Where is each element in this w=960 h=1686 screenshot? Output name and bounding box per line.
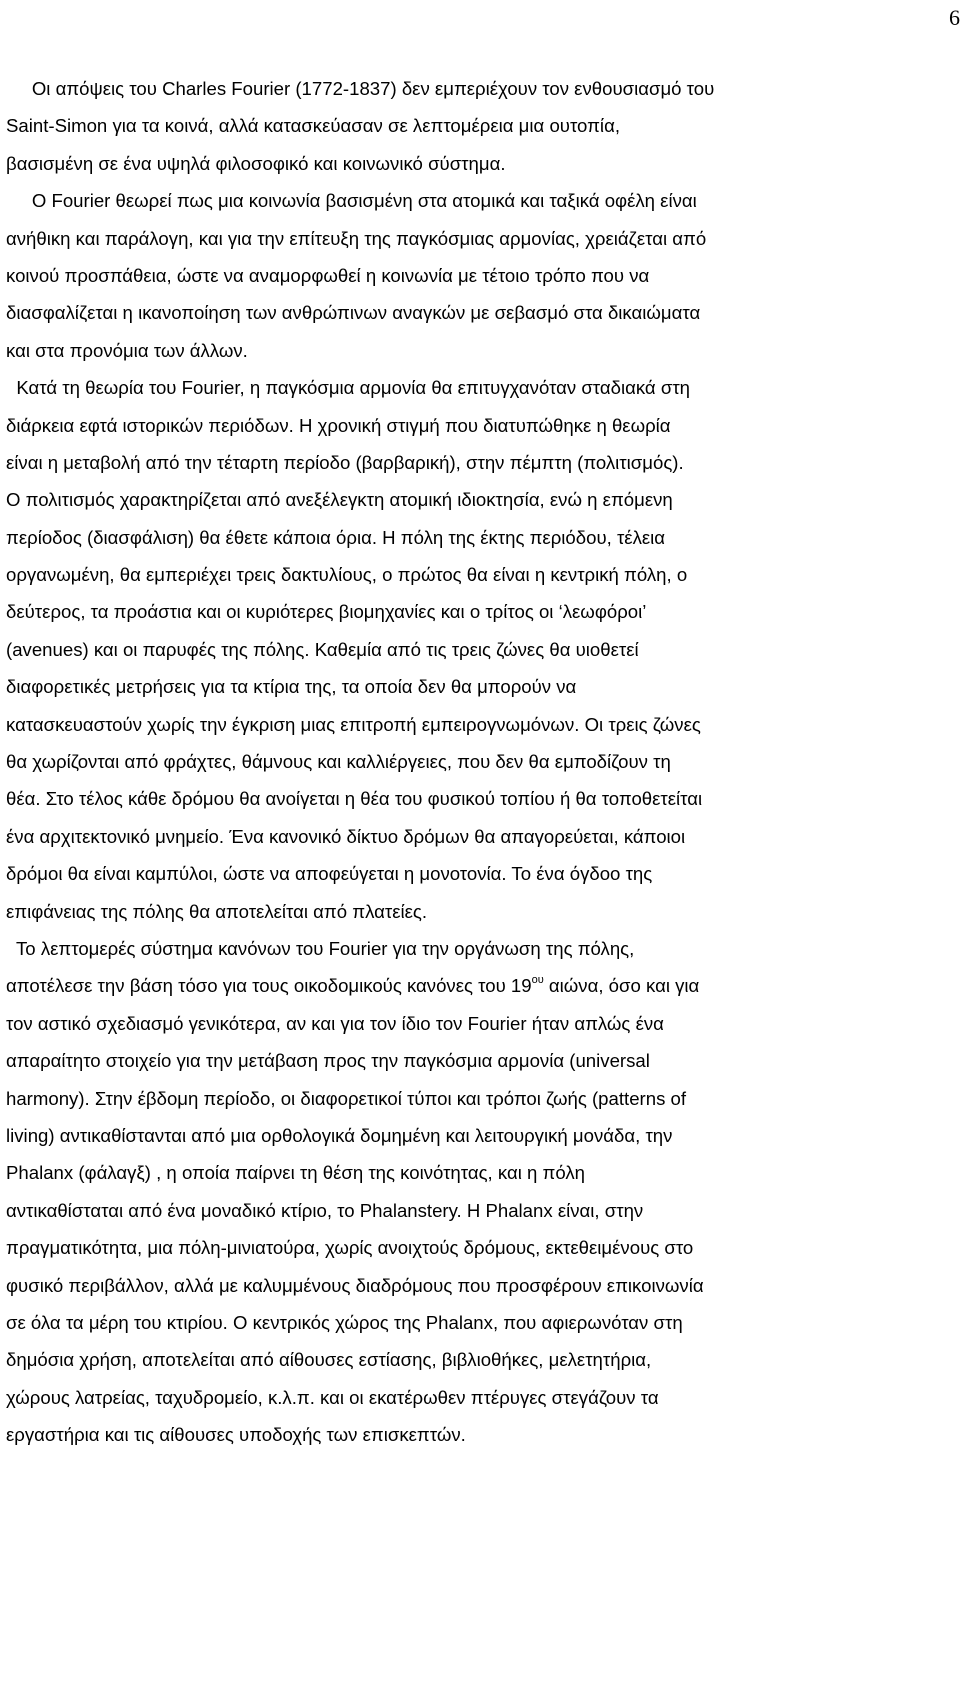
text-line: αντικαθίσταται από ένα μοναδικό κτίριο, το Phalanstery. Η Phalanx είναι, στην xyxy=(6,1199,644,1221)
text-segment: αποτέλεσε την βάση τόσο για τους οικοδομικούς κανόνες του 19 xyxy=(6,975,532,997)
text-line: επιφάνειας της πόλης θα αποτελείται από πλατείες. xyxy=(6,900,428,922)
text-line: διαφορετικές μετρήσεις για τα κτίρια της, τα οποία δεν θα μπορούν να xyxy=(6,676,577,698)
text-line: living) αντικαθίστανται από μια ορθολογικά δομημένη και λειτουργική μονάδα, την xyxy=(6,1124,673,1146)
text-line: Ο πολιτισμός χαρακτηρίζεται από ανεξέλεγκτη ατομική ιδιοκτησία, ενώ η επόμενη xyxy=(6,489,673,511)
text-line: και στα προνόμια των άλλων. xyxy=(6,339,248,361)
document-body xyxy=(6,70,958,1453)
superscript: ου xyxy=(531,974,544,987)
text-line: θέα. Στο τέλος κάθε δρόμου θα ανοίγεται η θέα του φυσικού τοπίου ή θα τοποθετείται xyxy=(6,788,703,810)
text-line: δημόσια χρήση, αποτελείται από αίθουσες εστίασης, βιβλιοθήκες, μελετητήρια, xyxy=(6,1349,652,1371)
text-line: φυσικό περιβάλλον, αλλά με καλυμμένους διαδρόμους που προσφέρουν επικοινωνία xyxy=(6,1274,704,1296)
text-line: χώρους λατρείας, ταχυδρομείο, κ.λ.π. και οι εκατέρωθεν πτέρυγες στεγάζουν τα xyxy=(6,1386,659,1408)
text-line: Ο Fourier θεωρεί πως μια κοινωνία βασισμένη στα ατομικά και ταξικά οφέλη είναι xyxy=(6,190,697,212)
text-line: βασισμένη σε ένα υψηλά φιλοσοφικό και κοινωνικό σύστημα. xyxy=(6,152,506,174)
text-line: Saint-Simon για τα κοινά, αλλά κατασκεύασαν σε λεπτομέρεια μια ουτοπία, xyxy=(6,115,620,137)
text-segment: αιώνα, όσο και για xyxy=(543,975,700,997)
text-line: κοινού προσπάθεια, ώστε να αναμορφωθεί η κοινωνία με τέτοιο τρόπο που να xyxy=(6,264,650,286)
text-line: σε όλα τα μέρη του κτιρίου. Ο κεντρικός χώρος της Phalanx, που αφιερωνόταν στη xyxy=(6,1311,683,1333)
text-line: δεύτερος, τα προάστια και οι κυριότερες βιομηχανίες και ο τρίτος οι ‘λεωφόροι’ xyxy=(6,601,647,623)
text-line: Κατά τη θεωρία του Fourier, η παγκόσμια αρμονία θα επιτυγχανόταν σταδιακά στη xyxy=(6,377,690,399)
text-line: Phalanx (φάλαγξ) , η οποία παίρνει τη θέση της κοινότητας, και η πόλη xyxy=(6,1162,585,1184)
text-line: harmony). Στην έβδομη περίοδο, οι διαφορετικοί τύποι και τρόποι ζωής (patterns of xyxy=(6,1087,687,1109)
text-line: διασφαλίζεται η ικανοποίηση των ανθρώπινων αναγκών με σεβασμό στα δικαιώματα xyxy=(6,302,701,324)
text-line: πραγματικότητα, μια πόλη-μινιατούρα, χωρίς ανοιχτούς δρόμους, εκτεθειμένους στο xyxy=(6,1237,694,1259)
text-line: περίοδος (διασφάλιση) θα έθετε κάποια όρια. Η πόλη της έκτης περιόδου, τέλεια xyxy=(6,526,666,548)
text-line: απαραίτητο στοιχείο για την μετάβαση προς την παγκόσμια αρμονία (universal xyxy=(6,1050,650,1072)
text-line: οργανωμένη, θα εμπεριέχει τρεις δακτυλίους, ο πρώτος θα είναι η κεντρική πόλη, ο xyxy=(6,564,688,586)
text-line: Το λεπτομερές σύστημα κανόνων του Fourier για την οργάνωση της πόλης, xyxy=(6,937,635,959)
text-line-with-superscript xyxy=(6,967,958,1004)
text-line: είναι η μεταβολή από την τέταρτη περίοδο (βαρβαρική), στην πέμπτη (πολιτισμός). xyxy=(6,451,684,473)
text-line: ένα αρχιτεκτονικό μνημείο. Ένα κανονικό δίκτυο δρόμων θα απαγορεύεται, κάποιοι xyxy=(6,825,686,847)
text-line: θα χωρίζονται από φράχτες, θάμνους και καλλιέργειες, που δεν θα εμποδίζουν τη xyxy=(6,751,671,773)
page-number: 6 xyxy=(949,5,960,30)
text-line: δρόμοι θα είναι καμπύλοι, ώστε να αποφεύγεται η μονοτονία. Το ένα όγδοο της xyxy=(6,863,653,885)
text-line: εργαστήρια και τις αίθουσες υποδοχής των επισκεπτών. xyxy=(6,1424,466,1446)
text-line: (avenues) και οι παρυφές της πόλης. Καθεμία από τις τρεις ζώνες θα υιοθετεί xyxy=(6,638,639,660)
text-line: Οι απόψεις του Charles Fourier (1772-1837) δεν εμπεριέχουν τον ενθουσιασμό του xyxy=(6,78,715,99)
text-line: διάρκεια εφτά ιστορικών περιόδων. Η χρονική στιγμή που διατυπώθηκε η θεωρία xyxy=(6,414,671,436)
text-line: κατασκευαστούν χωρίς την έγκριση μιας επιτροπή εμπειρογνωμόνων. Οι τρεις ζώνες xyxy=(6,713,701,735)
text-line: ανήθικη και παράλογη, και για την επίτευξη της παγκόσμιας αρμονίας, χρειάζεται από xyxy=(6,227,707,249)
text-line: τον αστικό σχεδιασμό γενικότερα, αν και για τον ίδιο τον Fourier ήταν απλώς ένα xyxy=(6,1012,664,1034)
